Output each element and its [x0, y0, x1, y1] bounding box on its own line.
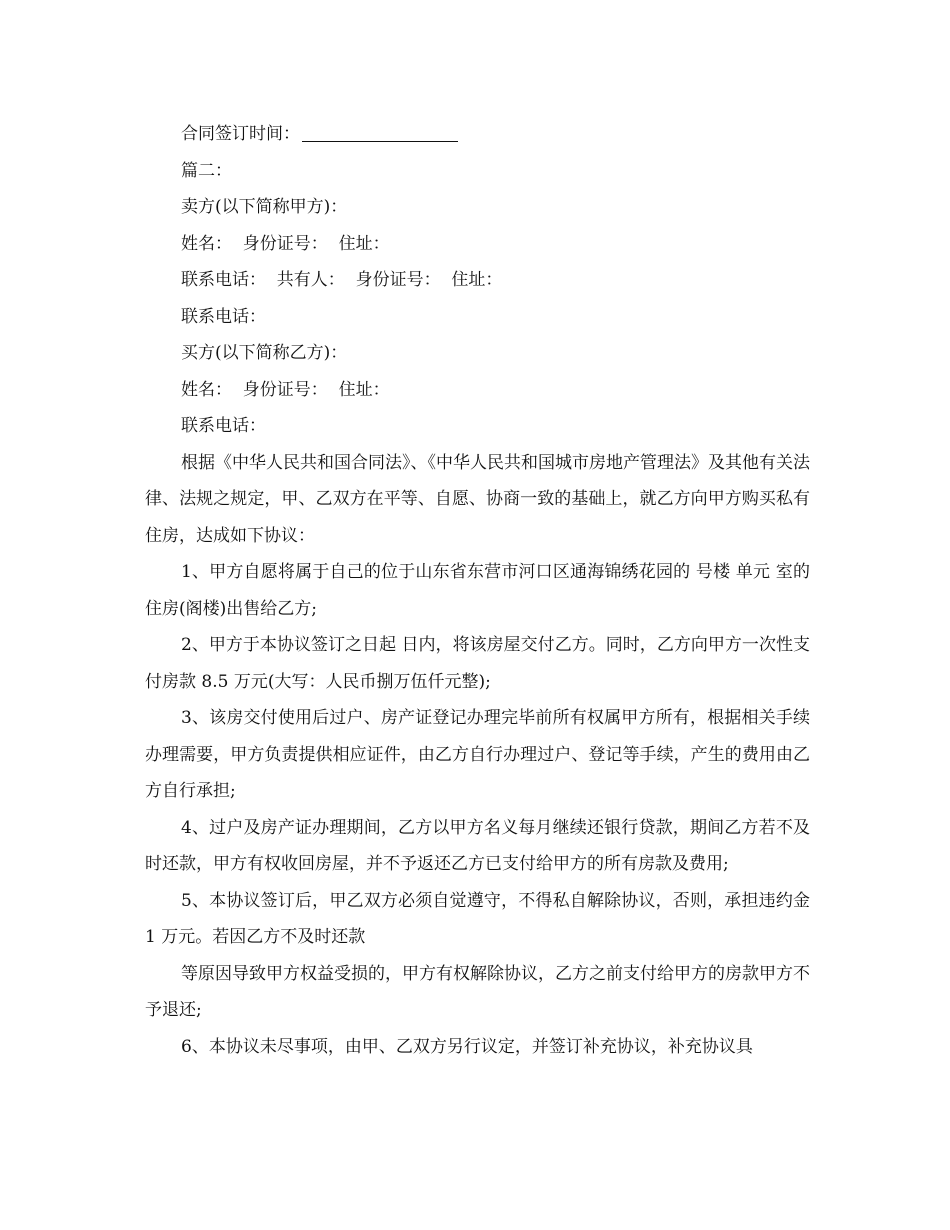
buyer-heading: 买方(以下简称乙方)： — [181, 343, 348, 363]
buyer-contact: 联系电话： — [181, 416, 266, 436]
clause-3: 3、该房交付使用后过户、房产证登记办理完毕前所有权属甲方所有，根据相关手续办理需要，甲方负责提供相应证件，由乙方自行办理过户、登记等手续，产生的费用由乙方自行承担; — [145, 708, 810, 801]
document-body — [145, 116, 810, 1065]
preamble-paragraph: 根据《中华人民共和国合同法》、《中华人民共和国城市房地产管理法》及其他有关法律、法规之规定，甲、乙双方在平等、自愿、协商一致的基础上，就乙方向甲方购买私有住房，达成如下协议： — [145, 452, 810, 546]
buyer-fields: 姓名： 身份证号： 住址： — [181, 379, 390, 400]
clause-5-continued: 等原因导致甲方权益受损的，甲方有权解除协议，乙方之前支付给甲方的房款甲方不予退还; — [145, 963, 810, 1020]
sign-date-label: 合同签订时间： — [181, 124, 300, 144]
section-title: 篇二： — [181, 160, 232, 181]
seller-contact: 联系电话： 共有人： 身份证号： 住址： — [181, 270, 503, 290]
clause-5: 5、本协议签订后，甲乙双方必须自觉遵守，不得私自解除协议，否则，承担违约金 1 万元。若因乙方不及时还款 — [145, 890, 810, 947]
seller-heading: 卖方(以下简称甲方)： — [181, 197, 348, 217]
clause-4: 4、过户及房产证办理期间，乙方以甲方名义每月继续还银行贷款，期间乙方若不及时还款，甲方有权收回房屋，并不予返还乙方已支付给甲方的所有房款及费用; — [145, 817, 810, 874]
clause-6: 6、本协议未尽事项，由甲、乙双方另行议定，并签订补充协议，补充协议具 — [181, 1036, 753, 1057]
seller-fields: 姓名： 身份证号： 住址： — [181, 233, 390, 254]
sign-date-blank — [302, 123, 458, 142]
seller-contact-2: 联系电话： — [181, 306, 266, 327]
sign-date-line — [145, 116, 810, 153]
clause-1: 1、甲方自愿将属于自己的位于山东省东营市河口区通海锦绣花园的 号楼 单元 室的住房(阁楼)出售给乙方; — [145, 562, 810, 619]
clause-2: 2、甲方于本协议签订之日起 日内，将该房屋交付乙方。同时，乙方向甲方一次性支付房款 8.5 万元(大写：人民币捌万伍仟元整); — [145, 635, 810, 692]
